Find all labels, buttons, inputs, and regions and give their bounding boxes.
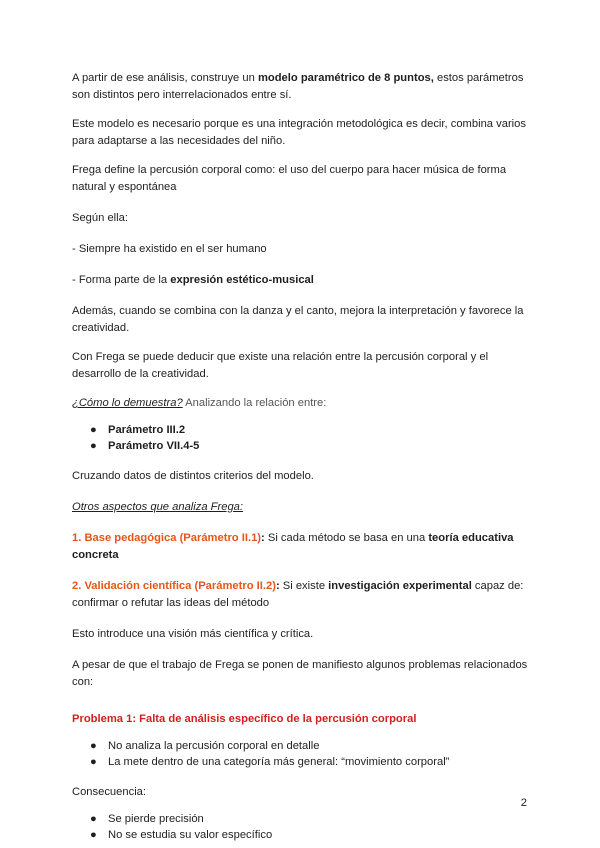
text: Si existe xyxy=(279,580,329,592)
page-number: 2 xyxy=(520,797,527,809)
item-text: No analiza la percusión corporal en detalle xyxy=(108,740,320,752)
list-item xyxy=(72,738,532,754)
bullet-icon: ● xyxy=(90,756,97,768)
item-text: No se estudia su valor específico xyxy=(108,829,273,841)
paragraph-ademas: Además, cuando se combina con la danza y el canto, mejora la interpretación y favorece la creatividad. xyxy=(72,305,524,334)
orange-label: 2. Validación científica (Parámetro II.2) xyxy=(72,580,276,592)
list-item xyxy=(72,754,532,770)
list-item xyxy=(72,422,532,438)
bullet-icon: ● xyxy=(90,740,97,752)
item-text: La mete dentro de una categoría más general: “movimiento corporal” xyxy=(108,756,450,768)
text: - Forma parte de la xyxy=(72,274,171,286)
problem-heading xyxy=(72,711,532,728)
text: A partir de ese análisis, construye un xyxy=(72,72,258,84)
paragraph-definition: Frega define la percusión corporal como: el uso del cuerpo para hacer música de forma natural y espontánea xyxy=(72,164,507,193)
bullet-icon: ● xyxy=(90,440,97,452)
question-text: ¿Cómo lo demuestra? xyxy=(72,397,183,409)
subheading-text: Otros aspectos que analiza Frega: xyxy=(72,501,244,513)
paragraph-forma-parte xyxy=(72,272,532,289)
paragraph-validacion-cientifica xyxy=(72,578,532,612)
list-item xyxy=(72,438,532,454)
red-heading-text: Problema 1: Falta de análisis específico de la percusión corporal xyxy=(72,713,417,725)
paragraph-otros-aspectos xyxy=(72,499,532,516)
bullet-icon: ● xyxy=(90,424,97,436)
paragraph-siempre: - Siempre ha existido en el ser humano xyxy=(72,243,267,255)
text: capaz de: confirmar o refutar las ideas del método xyxy=(72,580,524,609)
colon: : xyxy=(275,580,280,592)
paragraph-base-pedagogica xyxy=(72,530,532,564)
param-text: Parámetro III.2 xyxy=(108,424,186,436)
paragraph-parametric-model xyxy=(72,70,532,104)
paragraph-a-pesar: A pesar de que el trabajo de Frega se ponen de manifiesto algunos problemas relacionados con: xyxy=(72,659,528,688)
orange-label: 1. Base pedagógica (Parámetro II.1) xyxy=(72,532,262,544)
item-text: Se pierde precisión xyxy=(108,813,204,825)
paragraph-integration: Este modelo es necesario porque es una integración metodológica es decir, combina varios para adaptarse a las necesidades del niño. xyxy=(72,118,526,147)
paragraph-relacion: Con Frega se puede deducir que existe una relación entre la percusión corporal y el desarrollo de la creatividad. xyxy=(72,351,489,380)
bullet-icon: ● xyxy=(90,813,97,825)
bold-text: modelo paramétrico de 8 puntos, xyxy=(257,72,434,84)
text: Si cada método se basa en una xyxy=(264,532,429,544)
parameters-list xyxy=(72,422,532,454)
document-page xyxy=(72,70,532,843)
consequence-list xyxy=(72,811,532,843)
text: Analizando la relación entre: xyxy=(182,397,327,409)
paragraph-como-lo-demuestra xyxy=(72,395,532,412)
list-item xyxy=(72,811,532,827)
param-text: Parámetro VII.4-5 xyxy=(108,440,200,452)
paragraph-consecuencia: Consecuencia: xyxy=(72,786,147,798)
paragraph-cruzando: Cruzando datos de distintos criterios del modelo. xyxy=(72,470,314,482)
paragraph-vision-cientifica: Esto introduce una visión más científica y crítica. xyxy=(72,628,314,640)
bold-text: investigación experimental xyxy=(328,580,472,592)
bullet-icon: ● xyxy=(90,829,97,841)
text: estos parámetros son distintos pero interrelacionados entre sí. xyxy=(72,72,524,101)
problem-list xyxy=(72,738,532,770)
list-item xyxy=(72,827,532,843)
bold-text: teoría educativa concreta xyxy=(72,532,514,561)
colon: : xyxy=(261,532,265,544)
paragraph-segun-ella: Según ella: xyxy=(72,212,128,224)
bold-text: expresión estético-musical xyxy=(170,274,314,286)
